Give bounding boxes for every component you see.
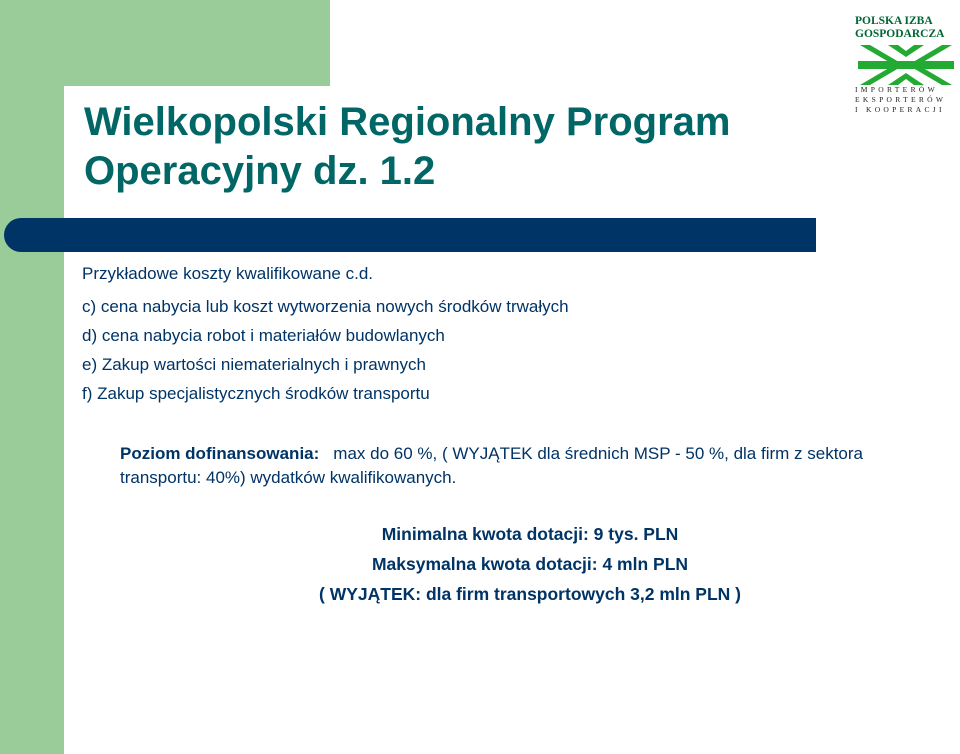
logo-small-2: EKSPORTERÓW bbox=[855, 95, 947, 104]
left-green-bar bbox=[0, 0, 64, 754]
page-title: Wielkopolski Regionalny Program Operacyjny dz. 1.2 bbox=[84, 100, 731, 193]
funding-level-text: max do 60 %, ( WYJĄTEK dla średnich MSP - 50 %, dla firm z sektora transportu: 40%) wydatków kwalifikowanych. bbox=[120, 444, 864, 487]
max-amount: Maksymalna kwota dotacji: 4 mln PLN bbox=[371, 554, 689, 574]
logo-small-1: IMPORTERÓW bbox=[855, 85, 938, 94]
title-divider-bar bbox=[4, 218, 816, 252]
cost-list bbox=[82, 292, 569, 408]
chamber-logo bbox=[855, 15, 959, 119]
logo-small-3: I KOOPERACJI bbox=[855, 105, 945, 114]
subtitle: Przykładowe koszty kwalifikowane c.d. bbox=[82, 264, 374, 283]
logo-line-2: GOSPODARCZA bbox=[855, 28, 945, 40]
min-amount: Minimalna kwota dotacji: 9 tys. PLN bbox=[381, 524, 679, 544]
funding-level-paragraph bbox=[120, 442, 940, 490]
list-item: f) Zakup specjalistycznych środków transportu bbox=[82, 384, 430, 403]
exception-note: ( WYJĄTEK: dla firm transportowych 3,2 mln PLN ) bbox=[319, 584, 741, 604]
list-item: c) cena nabycia lub koszt wytworzenia nowych środków trwałych bbox=[82, 297, 569, 316]
funding-level-label: Poziom dofinansowania: bbox=[120, 444, 320, 463]
logo-emblem-icon bbox=[858, 45, 954, 85]
logo-line-1: POLSKA IZBA bbox=[855, 15, 933, 27]
list-item: e) Zakup wartości niematerialnych i prawnych bbox=[82, 355, 426, 374]
top-green-block bbox=[0, 0, 330, 86]
list-item: d) cena nabycia robot i materiałów budowlanych bbox=[82, 326, 445, 345]
